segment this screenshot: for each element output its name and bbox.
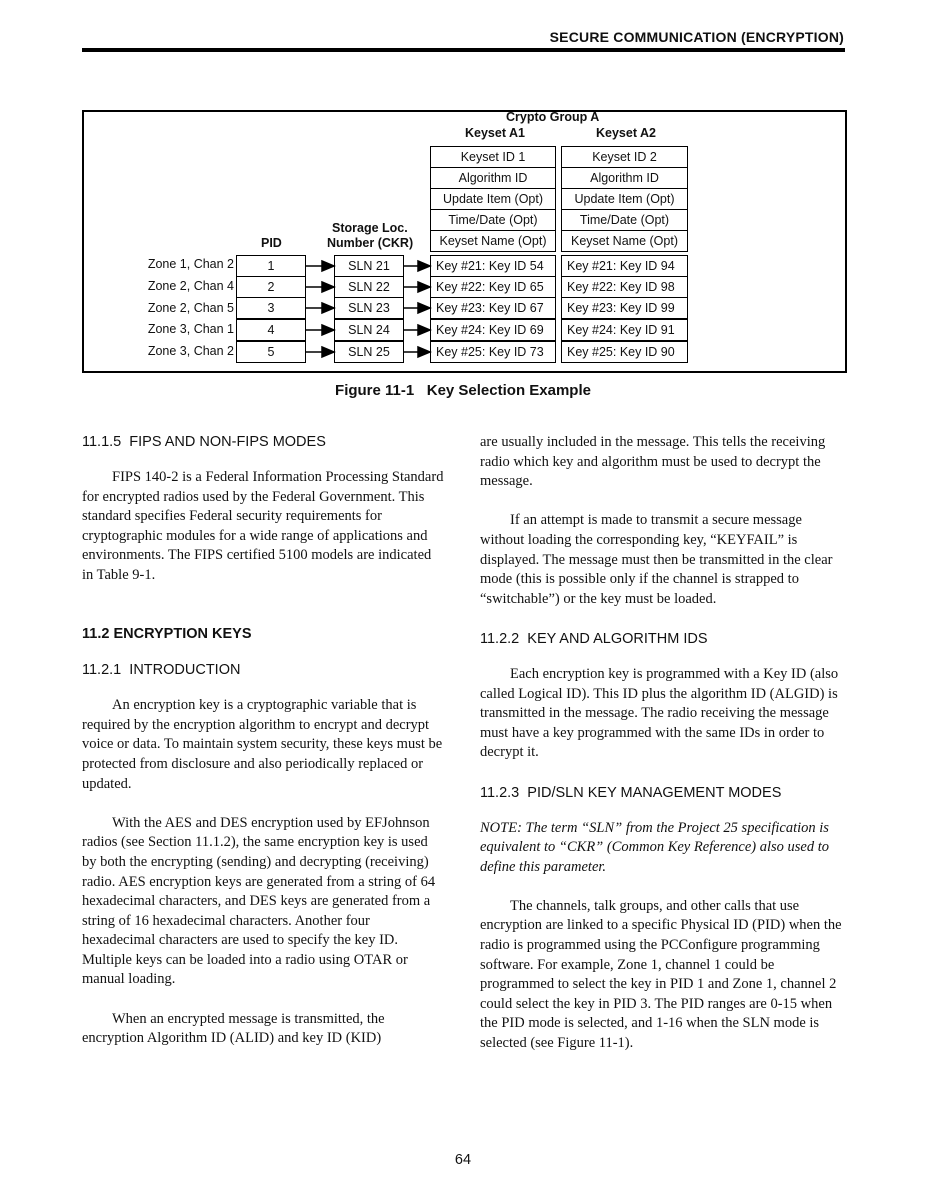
- a2-field: Keyset ID 2: [561, 146, 688, 168]
- storage-header-line1: Storage Loc.: [332, 221, 408, 235]
- a2-key-cell: Key #21: Key ID 94: [561, 255, 688, 277]
- arrow-right-icon: [322, 347, 334, 357]
- running-header: SECURE COMMUNICATION (ENCRYPTION): [549, 29, 844, 45]
- a1-field: Time/Date (Opt): [430, 209, 556, 231]
- a1-key-cell: Key #24: Key ID 69: [430, 319, 556, 341]
- paragraph: FIPS 140-2 is a Federal Information Processing Standard for encrypted radios used by the Federal Government. This standard specifies Federal security requirements for cryptographic modules for a wide range of applications and environments. The FIPS certified 5100 models are indicated in Table 9-1.: [82, 469, 444, 583]
- paragraph: are usually included in the message. This tells the receiving radio which key and algorithm must be used to decrypt the message.: [480, 434, 826, 490]
- arrow-right-icon: [322, 303, 334, 313]
- section-heading: 11.1.5 FIPS AND NON-FIPS MODES: [82, 434, 326, 450]
- keyset-a2-title: Keyset A2: [596, 126, 656, 140]
- arrow-right-icon: [322, 325, 334, 335]
- arrow-right-icon: [418, 282, 430, 292]
- storage-header-line2: Number (CKR): [327, 236, 414, 250]
- zone-channel-label: Zone 2, Chan 4: [147, 279, 234, 293]
- a2-key-cell: Key #25: Key ID 90: [561, 341, 688, 363]
- a2-field: Algorithm ID: [561, 167, 688, 189]
- zone-channel-label: Zone 2, Chan 5: [147, 301, 234, 315]
- zone-channel-label: Zone 1, Chan 2: [147, 257, 234, 271]
- a2-key-cell: Key #23: Key ID 99: [561, 297, 688, 319]
- a1-key-cell: Key #21: Key ID 54: [430, 255, 556, 277]
- section-heading: 11.2.3 PID/SLN KEY MANAGEMENT MODES: [480, 784, 782, 801]
- sln-cell: SLN 23: [334, 297, 404, 319]
- left-column: [82, 432, 444, 1068]
- right-column: [480, 433, 842, 1073]
- pid-cell: 5: [236, 341, 306, 363]
- sln-cell: SLN 25: [334, 341, 404, 363]
- figure-caption: Figure 11-1 Key Selection Example: [335, 382, 591, 399]
- a2-field: Keyset Name (Opt): [561, 230, 688, 252]
- paragraph: When an encrypted message is transmitted, the encryption Algorithm ID (ALID) and key ID (KID): [82, 1010, 385, 1047]
- crypto-group-title: Crypto Group A: [506, 110, 600, 124]
- a1-key-cell: Key #23: Key ID 67: [430, 297, 556, 319]
- section-heading: 11.2.2 KEY AND ALGORITHM IDS: [480, 630, 708, 647]
- sln-cell: SLN 21: [334, 255, 404, 277]
- a2-key-cell: Key #22: Key ID 98: [561, 276, 688, 298]
- sln-cell: SLN 22: [334, 276, 404, 298]
- a1-key-cell: Key #22: Key ID 65: [430, 276, 556, 298]
- key-selection-figure: [82, 110, 847, 373]
- pid-cell: 3: [236, 297, 306, 319]
- page-number: 64: [454, 1152, 472, 1168]
- a1-field: Keyset Name (Opt): [430, 230, 556, 252]
- header-rule: [82, 48, 845, 52]
- a2-field: Time/Date (Opt): [561, 209, 688, 231]
- zone-channel-label: Zone 3, Chan 1: [147, 322, 234, 336]
- arrow-right-icon: [418, 261, 430, 271]
- a1-key-cell: Key #25: Key ID 73: [430, 341, 556, 363]
- a1-field: Algorithm ID: [430, 167, 556, 189]
- arrow-connectors: [84, 112, 845, 371]
- arrow-right-icon: [322, 261, 334, 271]
- zone-channel-label: Zone 3, Chan 2: [147, 344, 234, 358]
- paragraph: An encryption key is a cryptographic variable that is required by the encryption algorithm to encrypt and decrypt voice or data. To maintain system security, these keys must be protected from disclosure and also periodically replaced or updated.: [82, 697, 443, 792]
- note-paragraph: NOTE: The term “SLN” from the Project 25 specification is equivalent to “CKR” (Common Key Reference) also used to define this parameter.: [480, 819, 830, 875]
- a1-field: Update Item (Opt): [430, 188, 556, 210]
- arrow-right-icon: [418, 325, 430, 335]
- paragraph: The channels, talk groups, and other calls that use encryption are linked to a specific Physical ID (PID) when the radio is programmed using the PCConfigure programming software. For example, Zone 1, channel 1 could be programmed to select the key in PID 1 and Zone 1, channel 2 could select the key in PID 3. The PID ranges are 0-15 when the PID mode is selected, and 1-16 when the SLN mode is selected (see Figure 11-1).: [480, 897, 842, 1052]
- arrow-right-icon: [322, 282, 334, 292]
- pid-cell: 4: [236, 319, 306, 341]
- arrow-right-icon: [418, 303, 430, 313]
- section-heading: 11.2.1 INTRODUCTION: [82, 662, 241, 679]
- paragraph: Each encryption key is programmed with a Key ID (also called Logical ID). This ID plus the algorithm ID (ALGID) is transmitted in the message. The radio receiving the message must have a key programmed with the same IDs in order to decrypt it.: [480, 665, 839, 761]
- paragraph: If an attempt is made to transmit a secure message without loading the corresponding key, “KEYFAIL” is displayed. The message must then be transmitted in the clear mode (this is possible only if the channel is strapped to “switchable”) or the key must be loaded.: [480, 512, 833, 607]
- keyset-a1-title: Keyset A1: [465, 126, 525, 140]
- paragraph: With the AES and DES encryption used by EFJohnson radios (see Section 11.1.2), the same encryption key is used by both the encrypting (sending) and decrypting (receiving) radio. AES encryption keys are generated from a string of 64 hexadecimal characters, and DES keys are generated from a string of 16 hexadecimal characters. Another four hexadecimal characters are used to specify the key ID. Multiple keys can be loaded into a radio using OTAR or manual loading.: [82, 814, 436, 988]
- pid-cell: 1: [236, 255, 306, 277]
- a1-field: Keyset ID 1: [430, 146, 556, 168]
- a2-field: Update Item (Opt): [561, 188, 688, 210]
- pid-cell: 2: [236, 276, 306, 298]
- sln-cell: SLN 24: [334, 319, 404, 341]
- pid-header: PID: [261, 236, 282, 250]
- arrow-right-icon: [418, 347, 430, 357]
- a2-key-cell: Key #24: Key ID 91: [561, 319, 688, 341]
- section-heading: 11.2 ENCRYPTION KEYS: [82, 626, 252, 643]
